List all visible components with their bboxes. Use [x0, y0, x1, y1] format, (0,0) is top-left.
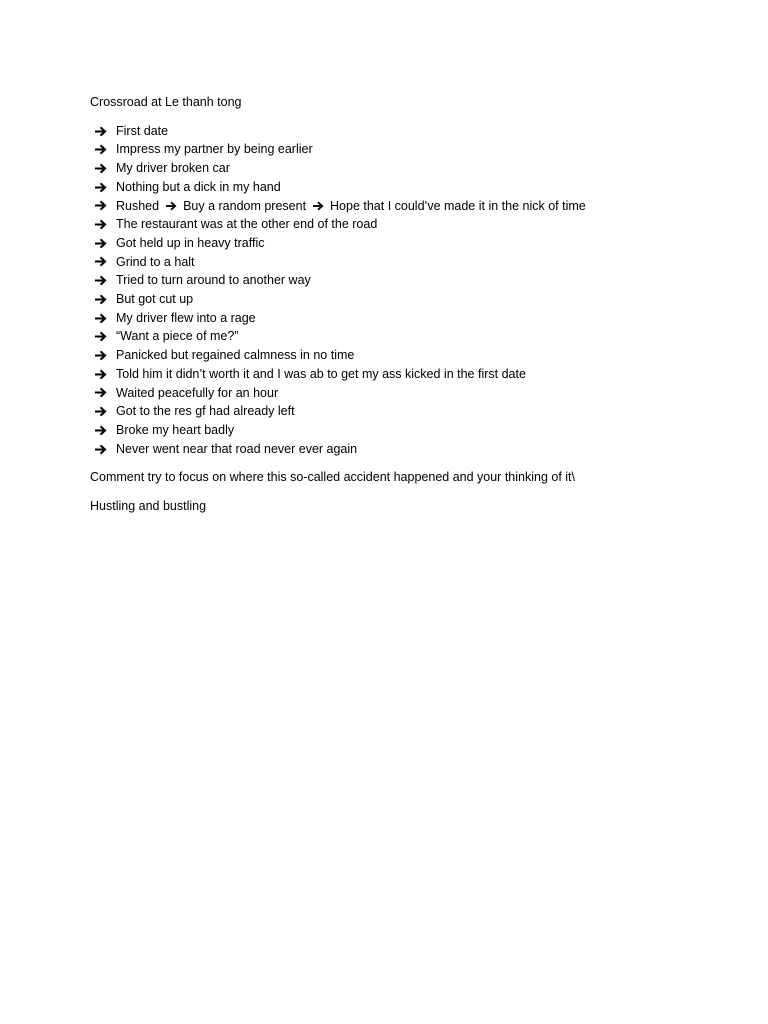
- list-item-text: Grind to a halt: [116, 254, 195, 269]
- list-item: [90, 159, 730, 178]
- right-arrow-icon: [94, 440, 108, 459]
- list-item: [90, 290, 730, 309]
- list-item-text: My driver flew into a rage: [116, 310, 256, 325]
- right-arrow-icon: [94, 159, 108, 178]
- list-item-text: Nothing but a dick in my hand: [116, 179, 281, 194]
- document-body: [90, 93, 730, 516]
- list-item: [90, 197, 730, 216]
- right-arrow-icon: [94, 327, 108, 346]
- list-item: [90, 178, 730, 197]
- list-item-text: “Want a piece of me?”: [116, 329, 239, 344]
- list-item-text: Panicked but regained calmness in no time: [116, 348, 355, 363]
- list-item-text: But got cut up: [116, 292, 194, 307]
- list-item: [90, 327, 730, 346]
- list-item-text: Told him it didn’t worth it and I was ab to get my ass kicked in the first date: [116, 366, 526, 381]
- right-arrow-icon: [94, 122, 108, 141]
- list-item: [90, 421, 730, 440]
- list-item-text: Waited peacefully for an hour: [116, 385, 279, 400]
- list-item-text: Buy a random present: [183, 198, 307, 213]
- list-item-text: Broke my heart badly: [116, 422, 235, 437]
- right-arrow-icon: [312, 201, 325, 211]
- list-item-text: Impress my partner by being earlier: [116, 142, 313, 157]
- list-item-text: Never went near that road never ever again: [116, 441, 358, 456]
- right-arrow-icon: [94, 421, 108, 440]
- list-item: [90, 365, 730, 384]
- right-arrow-icon: [94, 346, 108, 365]
- list-item-text: The restaurant was at the other end of the road: [116, 217, 378, 232]
- list-item: [90, 215, 730, 234]
- list-item: [90, 122, 730, 141]
- list-item: [90, 234, 730, 253]
- arrow-bullet-list: [90, 122, 730, 459]
- right-arrow-icon: [94, 290, 108, 309]
- right-arrow-icon: [94, 253, 108, 272]
- list-item-text: Got held up in heavy traffic: [116, 235, 265, 250]
- list-item: [90, 440, 730, 459]
- list-item: [90, 140, 730, 159]
- list-item-text: First date: [116, 123, 169, 138]
- list-item: [90, 309, 730, 328]
- list-item: [90, 346, 730, 365]
- right-arrow-icon: [94, 140, 108, 159]
- right-arrow-icon: [165, 201, 178, 211]
- right-arrow-icon: [94, 178, 108, 197]
- right-arrow-icon: [94, 234, 108, 253]
- right-arrow-icon: [94, 384, 108, 403]
- footer-note: Hustling and bustling: [90, 499, 207, 514]
- right-arrow-icon: [94, 271, 108, 290]
- comment-paragraph: Comment try to focus on where this so-called accident happened and your thinking of it\: [90, 470, 575, 485]
- list-item: [90, 271, 730, 290]
- list-item: [90, 253, 730, 272]
- right-arrow-icon: [94, 365, 108, 384]
- right-arrow-icon: [94, 215, 108, 234]
- list-item: [90, 384, 730, 403]
- list-item-text: Hope that I could’ve made it in the nick of time: [330, 198, 586, 213]
- document-title: Crossroad at Le thanh tong: [90, 95, 242, 109]
- list-item: [90, 402, 730, 421]
- list-item-text: My driver broken car: [116, 161, 230, 176]
- list-item-text: Got to the res gf had already left: [116, 404, 295, 419]
- right-arrow-icon: [94, 402, 108, 421]
- right-arrow-icon: [94, 309, 108, 328]
- list-item-text: Tried to turn around to another way: [116, 273, 311, 288]
- list-item-text: Rushed: [116, 198, 160, 213]
- right-arrow-icon: [94, 197, 108, 216]
